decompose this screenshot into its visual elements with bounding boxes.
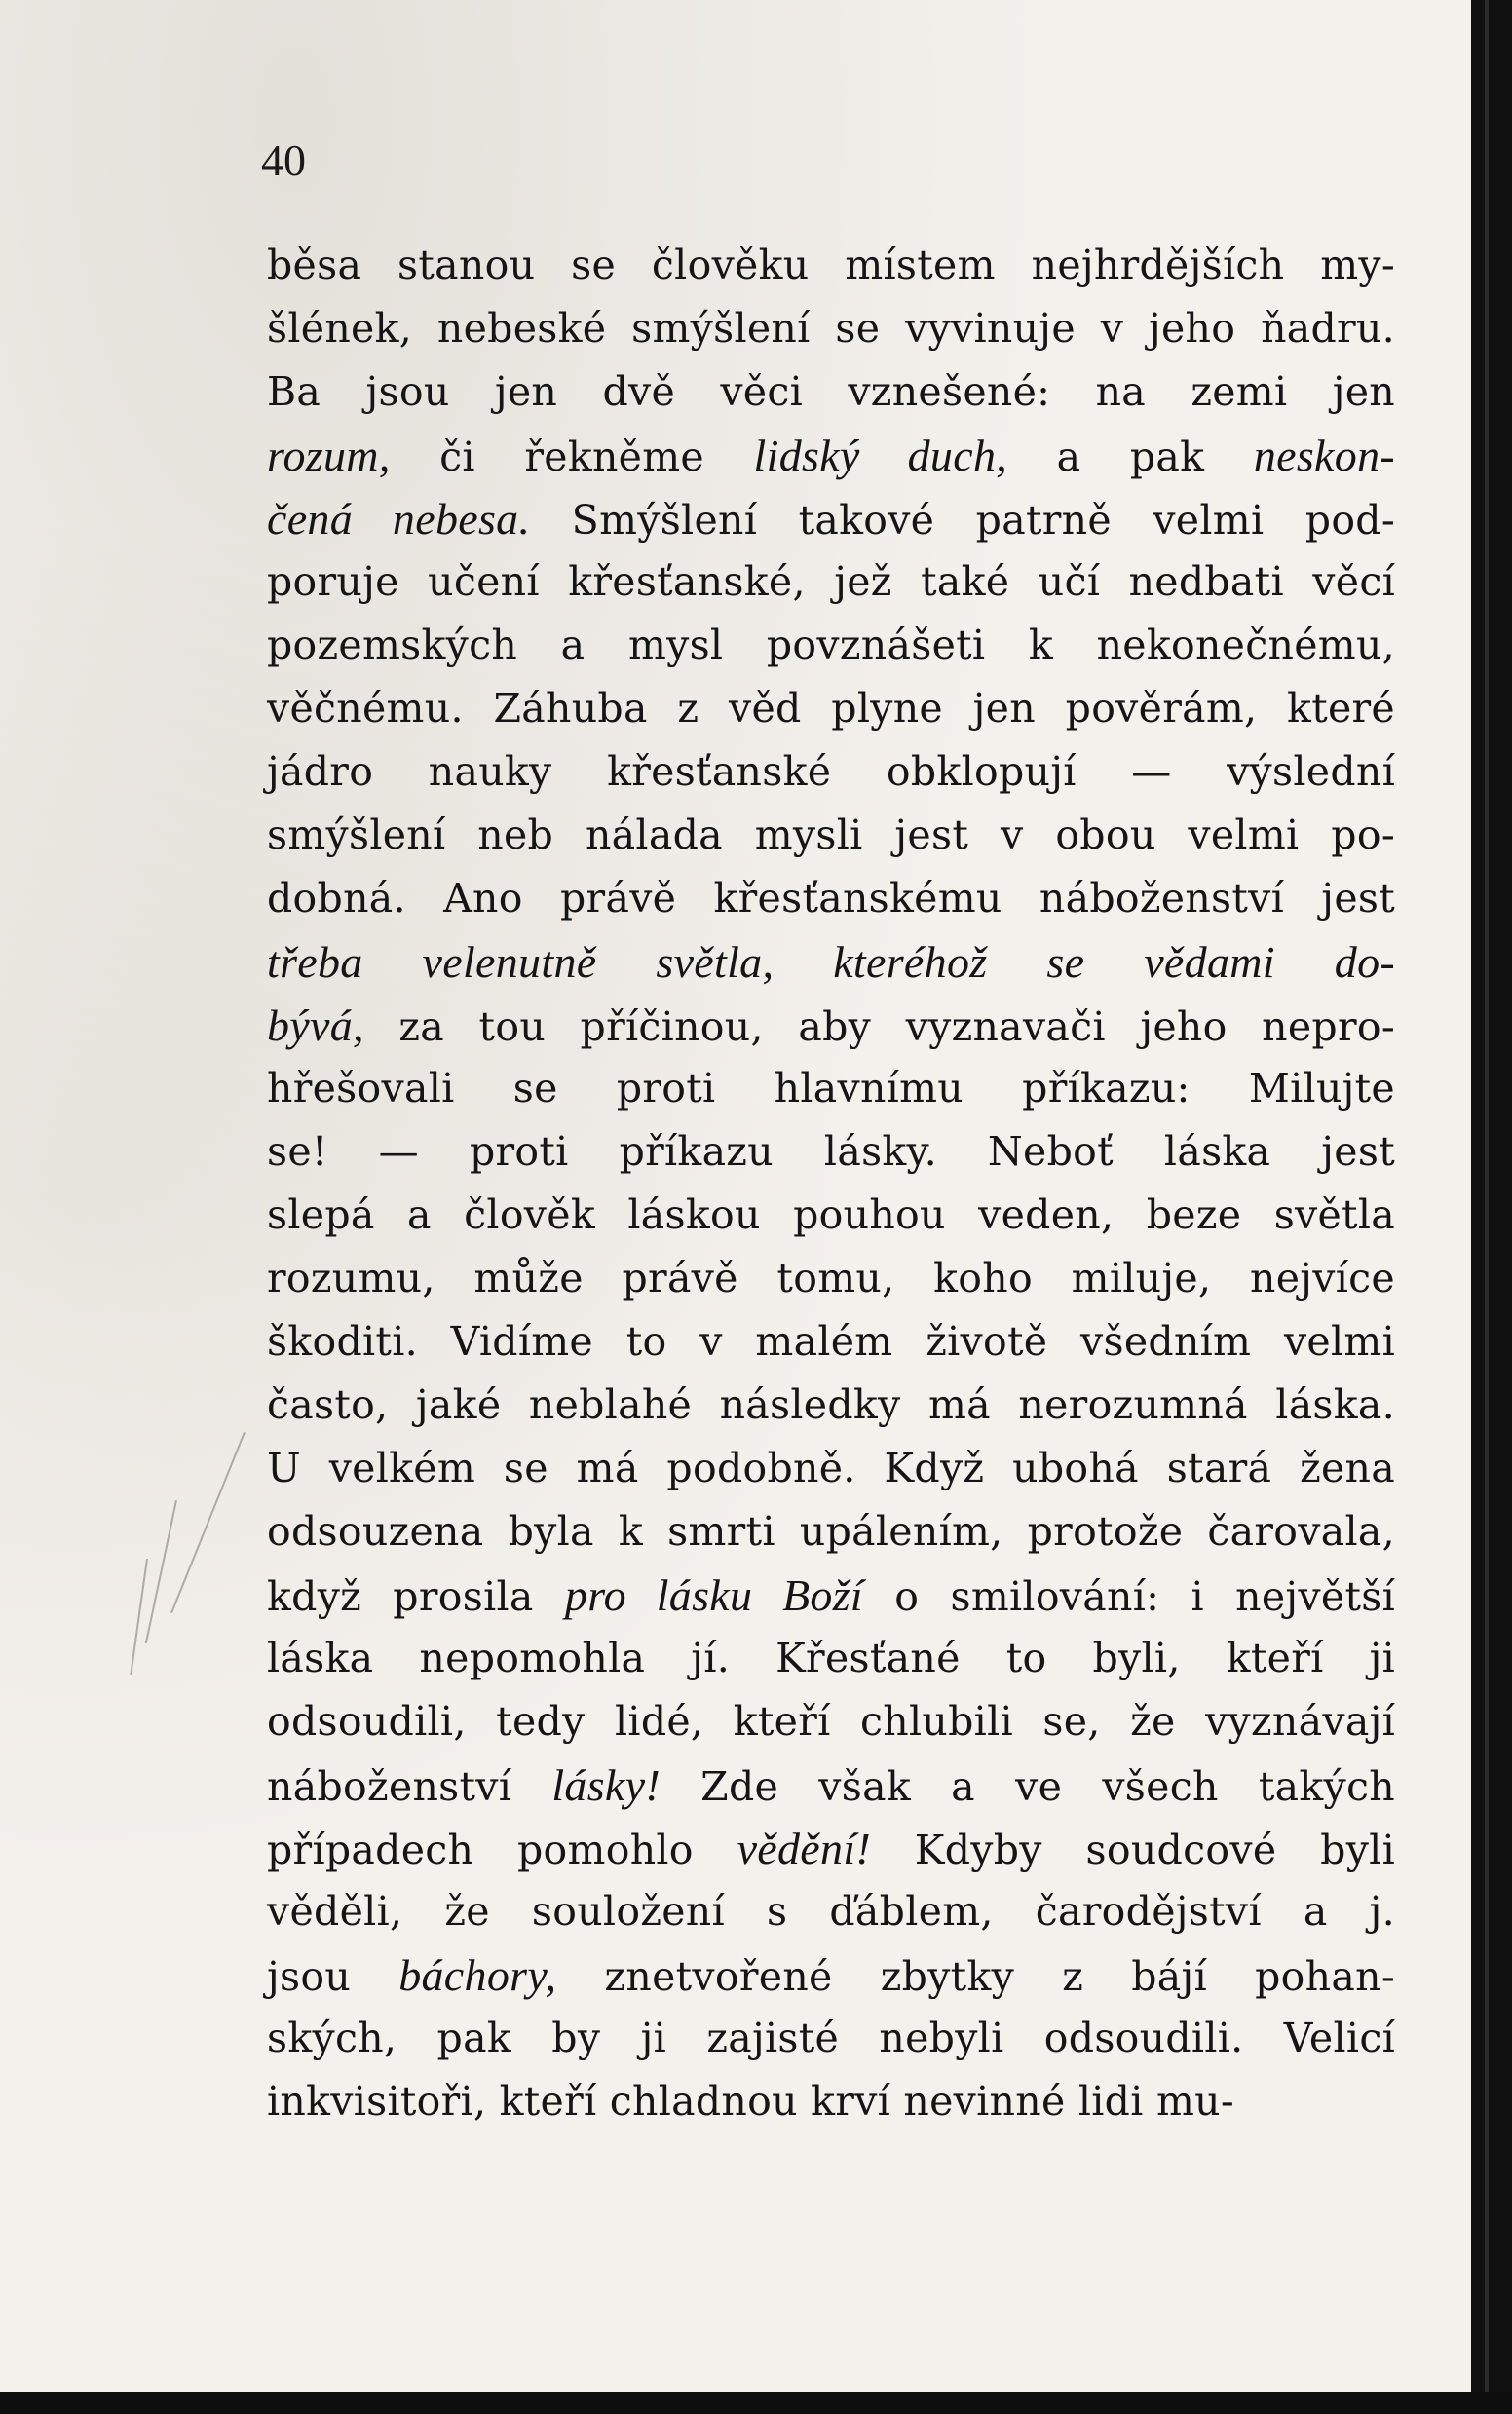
- text-segment: a pak: [1007, 434, 1254, 480]
- text-line: [267, 930, 1395, 994]
- text-line: [267, 994, 1395, 1057]
- text-line: [267, 1754, 1395, 1817]
- text-segment: rozumu, může právě tomu, koho miluje, nejvíce: [267, 1255, 1395, 1301]
- text-line: [267, 234, 1395, 297]
- text-segment: často, jaké neblahé následky má nerozumná láska.: [267, 1381, 1395, 1428]
- italic-emphasis: lidský duch,: [753, 431, 1008, 480]
- italic-emphasis: neskon-: [1253, 431, 1395, 480]
- text-line: [267, 804, 1395, 867]
- text-line: [267, 1057, 1395, 1120]
- text-segment: dobná. Ano právě křesťanskému náboženství jest: [267, 875, 1395, 922]
- text-segment: když prosila: [267, 1573, 565, 1620]
- text-segment: pozemských a mysl povznášeti k nekonečnému,: [267, 622, 1395, 668]
- text-segment: věčnému. Záhuba z věd plyne jen pověrám, které: [267, 685, 1395, 732]
- text-line: [267, 1690, 1395, 1754]
- text-line: [267, 1437, 1395, 1500]
- text-segment: náboženství: [267, 1763, 552, 1810]
- text-line: [267, 1943, 1395, 2007]
- margin-pencil-mark: [170, 1432, 246, 1613]
- text-segment: Smýšlení takové patrně velmi pod-: [530, 497, 1396, 544]
- margin-pencil-mark: [145, 1500, 177, 1643]
- text-line: [267, 1500, 1395, 1564]
- text-segment: odsouzena byla k smrti upálením, protože čarovala,: [267, 1508, 1395, 1555]
- text-segment: hřešovali se proti hlavnímu příkazu: Milujte: [267, 1065, 1395, 1112]
- text-segment: Zde však a ve všech takých: [660, 1763, 1395, 1810]
- body-text: [267, 234, 1395, 2133]
- text-line: [267, 1184, 1395, 1247]
- text-segment: škoditi. Vidíme to v malém životě všedním velmi: [267, 1318, 1395, 1365]
- italic-emphasis: lásky!: [551, 1760, 661, 1810]
- text-segment: případech pomohlo: [267, 1827, 737, 1873]
- text-segment: běsa stanou se člověku místem nejhrdějších my-: [267, 242, 1395, 288]
- text-segment: Kdyby soudcové byli: [871, 1827, 1395, 1873]
- text-line: [267, 677, 1395, 740]
- text-segment: U velkém se má podobně. Když ubohá stará žena: [267, 1445, 1395, 1491]
- text-line: [267, 740, 1395, 804]
- text-line: [267, 360, 1395, 424]
- text-segment: inkvisitoři, kteří chladnou krví nevinné lidi mu-: [267, 2078, 1235, 2125]
- text-line: [267, 1880, 1395, 1943]
- text-line: [267, 1627, 1395, 1690]
- italic-emphasis: čená nebesa.: [267, 494, 531, 544]
- text-line: [267, 1310, 1395, 1374]
- text-segment: se! — proti příkazu lásky. Neboť láska jest: [267, 1128, 1395, 1175]
- text-segment: či řekněme: [390, 434, 754, 480]
- margin-pencil-mark: [130, 1559, 148, 1675]
- text-segment: láska nepomohla jí. Křesťané to byli, kteří ji: [267, 1635, 1395, 1681]
- text-line: [267, 2070, 1395, 2133]
- text-segment: smýšlení neb nálada mysli jest v obou velmi po-: [267, 811, 1395, 858]
- text-line: [267, 867, 1395, 930]
- text-line: [267, 2007, 1395, 2070]
- italic-emphasis: pro lásku Boží: [564, 1570, 863, 1620]
- text-segment: o smilování: i největší: [863, 1573, 1395, 1620]
- text-segment: ských, pak by ji zajisté nebyli odsoudili. Velicí: [267, 2015, 1395, 2061]
- text-segment: šlének, nebeské smýšlení se vyvinuje v jeho ňadru.: [267, 305, 1395, 352]
- text-segment: slepá a člověk láskou pouhou veden, beze světla: [267, 1191, 1395, 1238]
- italic-emphasis: rozum,: [267, 431, 391, 480]
- italic-emphasis: vědění!: [737, 1824, 872, 1873]
- text-segment: jsou: [267, 1953, 399, 2000]
- text-line: [267, 424, 1395, 487]
- text-segment: věděli, že souložení s ďáblem, čarodějství a j.: [267, 1888, 1395, 1935]
- text-segment: odsoudili, tedy lidé, kteří chlubili se, že vyznávají: [267, 1698, 1395, 1745]
- text-segment: znetvořené zbytky z bájí pohan-: [556, 1953, 1395, 2000]
- italic-emphasis: třeba velenutně světla, kteréhož se vědami do-: [267, 937, 1395, 987]
- page-number: 40: [261, 135, 306, 185]
- text-line: [267, 487, 1395, 550]
- text-line: [267, 297, 1395, 360]
- text-line: [267, 1374, 1395, 1437]
- text-line: [267, 1120, 1395, 1184]
- page-edge-shadow: [1471, 0, 1512, 2414]
- text-line: [267, 1564, 1395, 1627]
- text-segment: Ba jsou jen dvě věci vznešené: na zemi jen: [267, 368, 1395, 415]
- text-line: [267, 550, 1395, 614]
- text-line: [267, 1817, 1395, 1880]
- text-segment: jádro nauky křesťanské obklopují — výslední: [267, 748, 1395, 795]
- text-line: [267, 614, 1395, 677]
- text-segment: poruje učení křesťanské, jež také učí nedbati věcí: [267, 558, 1395, 605]
- italic-emphasis: báchory,: [398, 1950, 557, 2000]
- text-line: [267, 1247, 1395, 1310]
- italic-emphasis: bývá,: [267, 1000, 364, 1050]
- page-bottom-shadow: [0, 2392, 1512, 2414]
- text-segment: za tou příčinou, aby vyznavači jeho nepro-: [363, 1003, 1395, 1050]
